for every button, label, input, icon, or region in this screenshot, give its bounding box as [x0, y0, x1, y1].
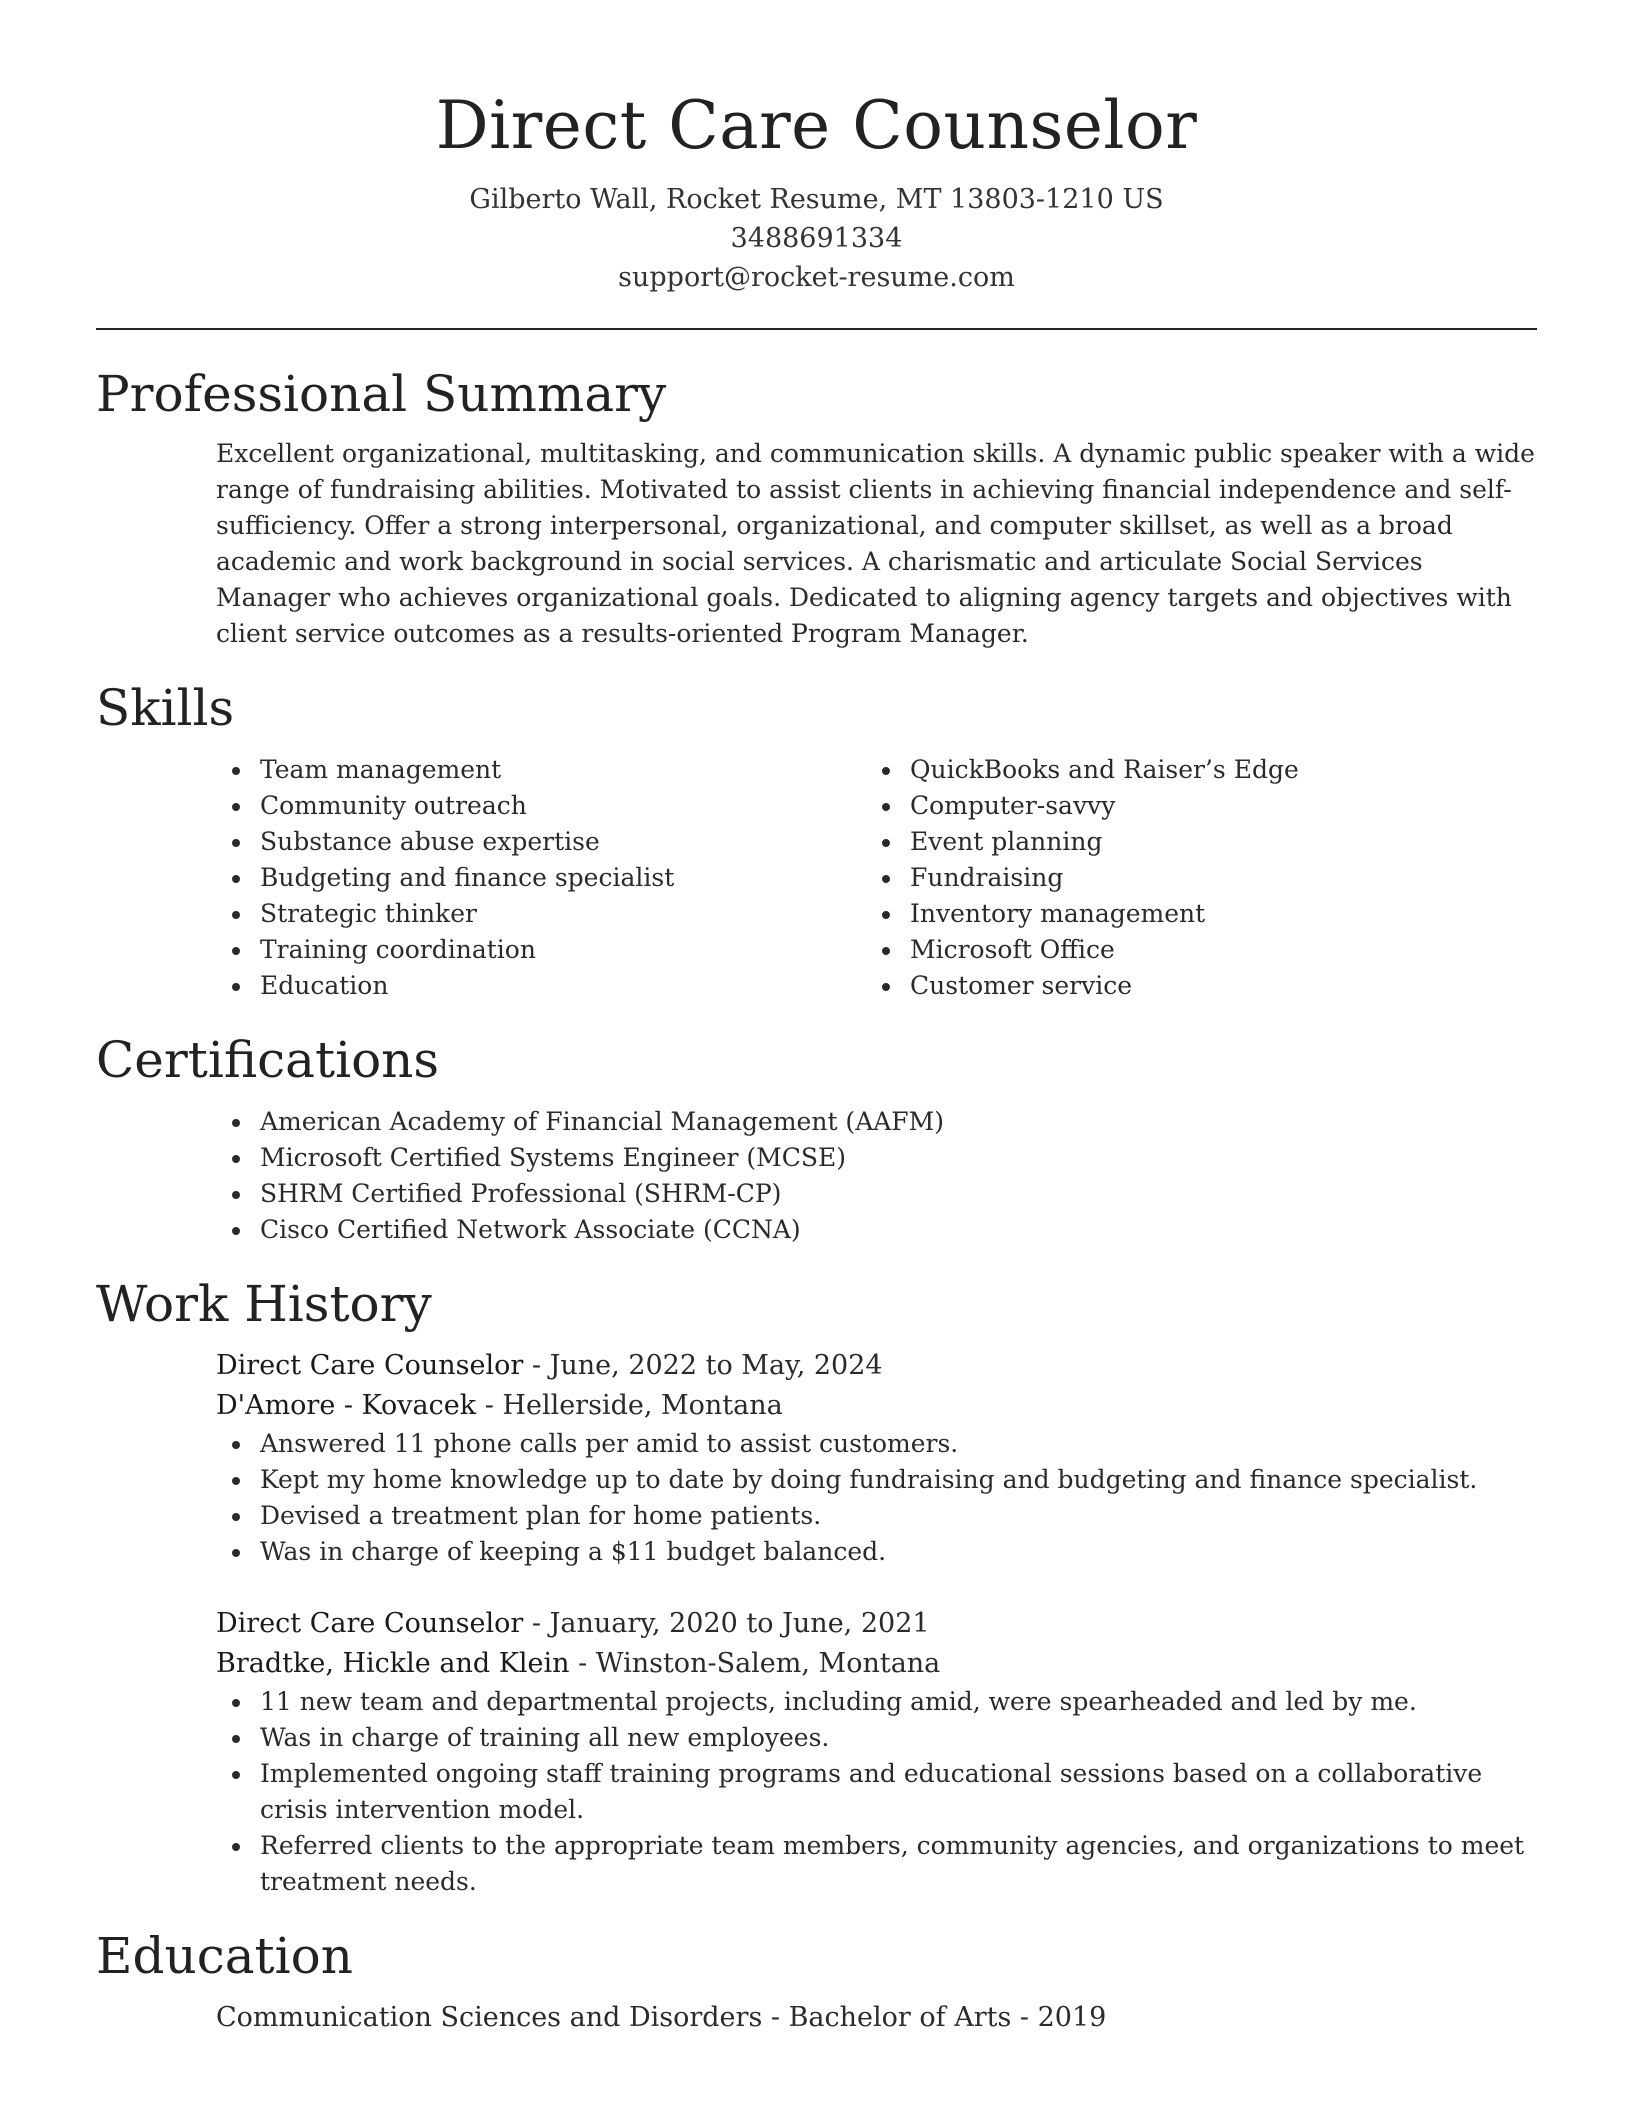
skill-item: Customer service: [910, 968, 1516, 1004]
skills-list-right: [866, 752, 1516, 1004]
job-bullet: Kept my home knowledge up to date by doing fundraising and budgeting and finance specialist.: [260, 1462, 1537, 1498]
job-title: Direct Care Counselor: [216, 1350, 524, 1381]
summary-body: [216, 436, 1537, 652]
job-title-line: [216, 1604, 1537, 1644]
resume-page: [96, 0, 1537, 2038]
work-heading: Work History: [96, 1275, 432, 1333]
skill-item: Education: [260, 968, 866, 1004]
contact-phone: 3488691334: [730, 223, 903, 254]
job-dates: - June, 2022 to May, 2024: [523, 1350, 883, 1381]
job-bullet: Answered 11 phone calls per amid to assist customers.: [260, 1426, 1537, 1462]
education-section: [96, 1926, 1537, 2038]
job-bullet: Implemented ongoing staff training programs and educational sessions based on a collaborative crisis intervention model.: [260, 1756, 1537, 1828]
skill-item: Fundraising: [910, 860, 1516, 896]
skills-column-right: [866, 752, 1516, 1004]
certifications-list: [216, 1104, 1537, 1248]
resume-title: Direct Care Counselor: [435, 87, 1198, 164]
skills-column-left: [216, 752, 866, 1004]
job-location: - Hellerside, Montana: [476, 1390, 783, 1421]
job-entry: [216, 1604, 1537, 1900]
job-location: - Winston-Salem, Montana: [569, 1648, 941, 1679]
work-section: [96, 1274, 1537, 1900]
skills-heading: Skills: [96, 679, 235, 737]
summary-text: Excellent organizational, multitasking, and communication skills. A dynamic public speaker with a wide range of fundraising abilities. Motivated to assist clients in achieving financial independence and self-sufficiency. Offer a strong interpersonal, organizational, and computer skillset, as well as a broad academic and work background in social services. A charismatic and articulate Social Services Manager who achieves organizational goals. Dedicated to aligning agency targets and objectives with client service outcomes as a results-oriented Program Manager.: [216, 439, 1535, 648]
certification-item: Cisco Certified Network Associate (CCNA): [260, 1212, 1537, 1248]
job-company-line: [216, 1644, 1537, 1684]
job-company: D'Amore - Kovacek: [216, 1390, 477, 1421]
resume-header: [96, 0, 1537, 297]
header-divider: [96, 328, 1537, 330]
skill-item: QuickBooks and Raiser’s Edge: [910, 752, 1516, 788]
job-bullet: Was in charge of keeping a $11 budget balanced.: [260, 1534, 1537, 1570]
job-company-line: [216, 1386, 1537, 1426]
certification-item: Microsoft Certified Systems Engineer (MCSE): [260, 1140, 1537, 1176]
job-dates: - January, 2020 to June, 2021: [523, 1608, 930, 1639]
job-bullet: 11 new team and departmental projects, including amid, were spearheaded and led by me.: [260, 1684, 1537, 1720]
skills-grid: [216, 752, 1537, 1004]
job-bullets: [216, 1426, 1537, 1570]
summary-heading: Professional Summary: [96, 365, 667, 423]
summary-section: [96, 364, 1537, 652]
job-title-line: [216, 1346, 1537, 1386]
job-bullet: Referred clients to the appropriate team members, community agencies, and organizations to meet treatment needs.: [260, 1828, 1537, 1900]
job-bullet: Devised a treatment plan for home patients.: [260, 1498, 1537, 1534]
certification-item: American Academy of Financial Management (AAFM): [260, 1104, 1537, 1140]
certification-item: SHRM Certified Professional (SHRM-CP): [260, 1176, 1537, 1212]
skill-item: Substance abuse expertise: [260, 824, 866, 860]
skill-item: Budgeting and finance specialist: [260, 860, 866, 896]
contact-email: support@rocket-resume.com: [618, 262, 1015, 293]
contact-block: [96, 180, 1537, 297]
skill-item: Training coordination: [260, 932, 866, 968]
job-bullet: Was in charge of training all new employees.: [260, 1720, 1537, 1756]
education-body: [216, 1998, 1537, 2038]
contact-address: Gilberto Wall, Rocket Resume, MT 13803-1210 US: [469, 184, 1164, 215]
job-title: Direct Care Counselor: [216, 1608, 524, 1639]
skills-list-left: [216, 752, 866, 1004]
skill-item: Team management: [260, 752, 866, 788]
skill-item: Community outreach: [260, 788, 866, 824]
certifications-section: [96, 1030, 1537, 1248]
skill-item: Event planning: [910, 824, 1516, 860]
education-entry: Communication Sciences and Disorders - Bachelor of Arts - 2019: [216, 2002, 1107, 2033]
skill-item: Inventory management: [910, 896, 1516, 932]
job-entry: [216, 1346, 1537, 1570]
job-bullets: [216, 1684, 1537, 1900]
skill-item: Computer-savvy: [910, 788, 1516, 824]
certifications-heading: Certifications: [96, 1031, 440, 1089]
certifications-body: [216, 1104, 1537, 1248]
education-heading: Education: [96, 1927, 353, 1985]
skill-item: Microsoft Office: [910, 932, 1516, 968]
skill-item: Strategic thinker: [260, 896, 866, 932]
job-company: Bradtke, Hickle and Klein: [216, 1648, 570, 1679]
skills-section: [96, 678, 1537, 1004]
